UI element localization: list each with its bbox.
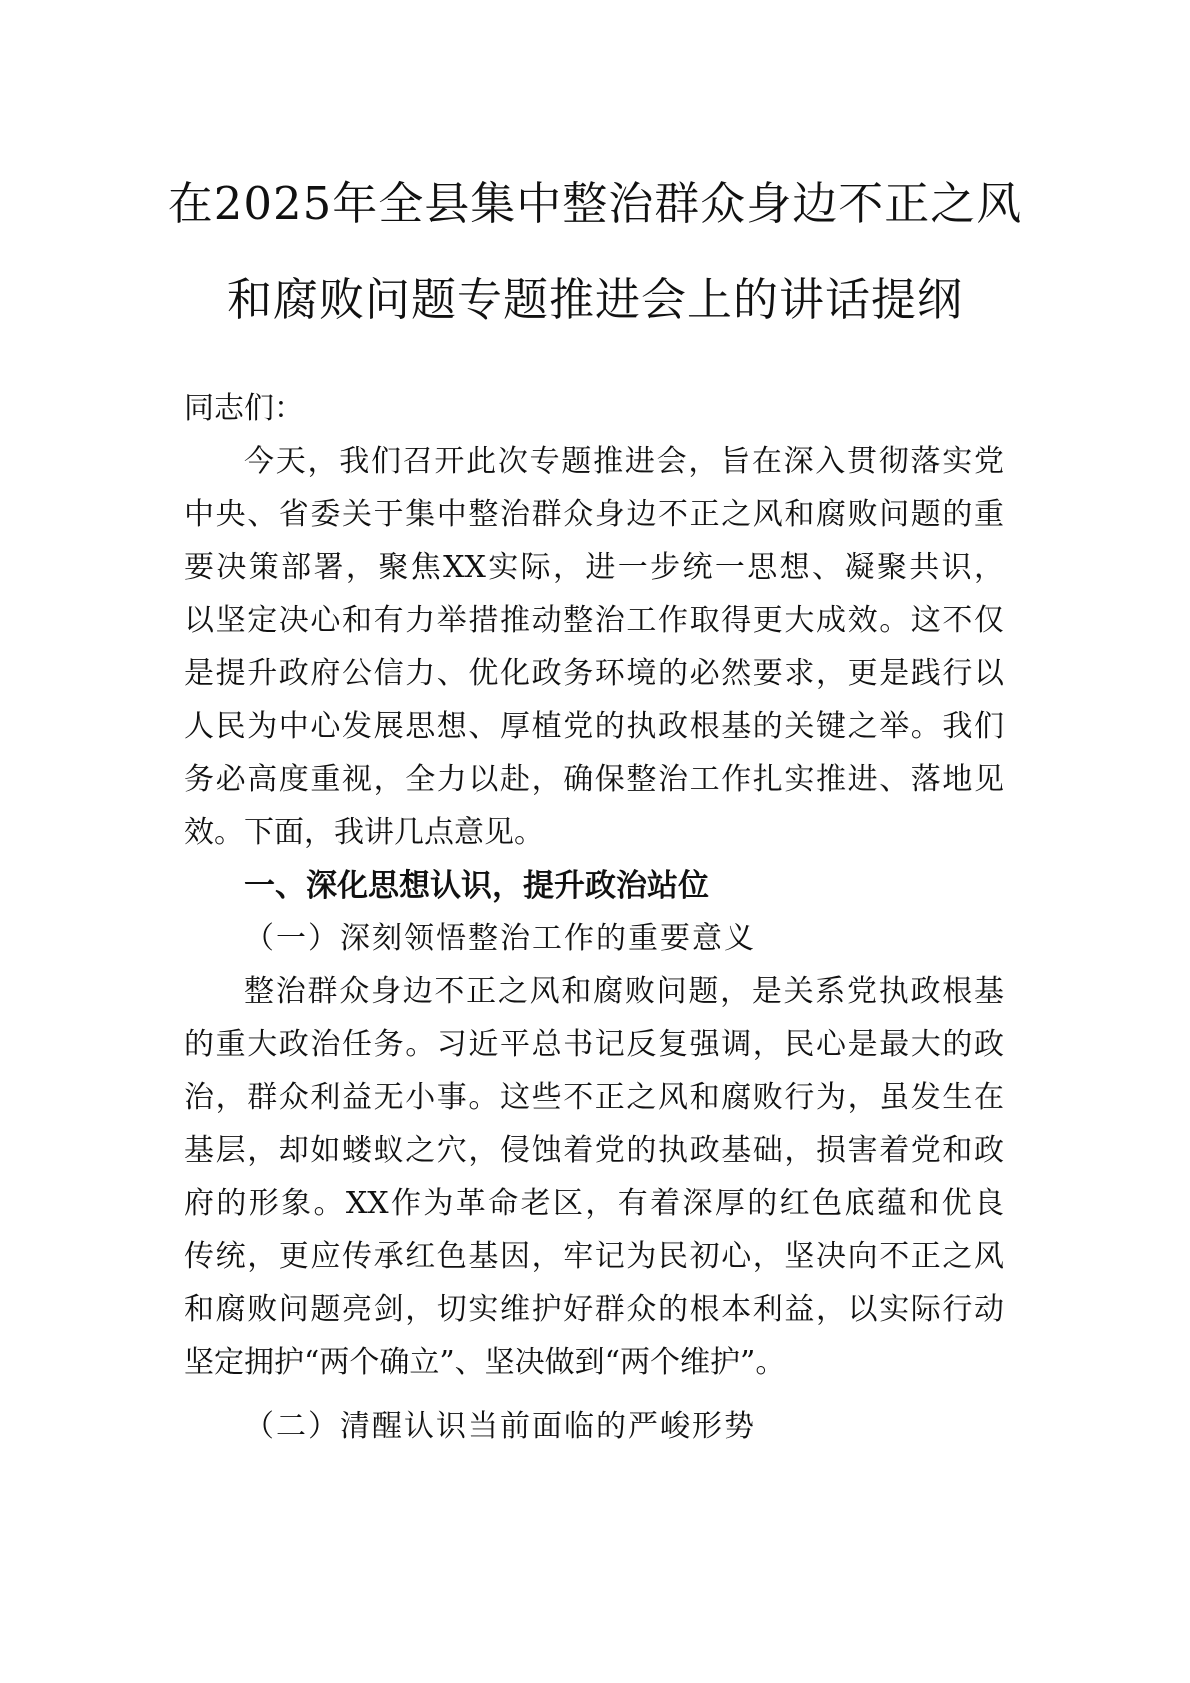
intro-paragraph-line: 人民为中心发展思想、厚植党的执政根基的关键之举。我们: [184, 709, 1004, 744]
intro-paragraph-line: 中央、省委关于集中整治群众身边不正之风和腐败问题的重: [184, 497, 1004, 532]
document-title-line-1: 在2025年全县集中整治群众身边不正之风: [167, 177, 1023, 230]
body-paragraph-line: 整治群众身边不正之风和腐败问题，是关系党执政根基: [244, 974, 1004, 1009]
document-title-line-2: 和腐败问题专题推进会上的讲话提纲: [226, 273, 963, 326]
intro-paragraph-line: 今天，我们召开此次专题推进会，旨在深入贯彻落实党: [244, 444, 1004, 479]
salutation: 同志们：: [184, 391, 304, 426]
subsection-heading: （一）深刻领悟整治工作的重要意义: [244, 921, 756, 956]
body-paragraph-line: 传统，更应传承红色基因，牢记为民初心，坚决向不正之风: [184, 1239, 1004, 1274]
body-paragraph-line: 和腐败问题亮剑，切实维护好群众的根本利益，以实际行动: [184, 1292, 1004, 1327]
body-paragraph-line: 府的形象。XX作为革命老区，有着深厚的红色底蕴和优良: [184, 1186, 1004, 1221]
intro-paragraph-line: 是提升政府公信力、优化政务环境的必然要求，更是践行以: [184, 656, 1004, 691]
intro-paragraph-line: 效。下面，我讲几点意见。: [184, 815, 544, 850]
intro-paragraph-line: 以坚定决心和有力举措推动整治工作取得更大成效。这不仅: [184, 603, 1004, 638]
intro-paragraph-line: 务必高度重视，全力以赴，确保整治工作扎实推进、落地见: [184, 762, 1004, 797]
body-paragraph-line: 治，群众利益无小事。这些不正之风和腐败行为，虽发生在: [184, 1080, 1004, 1115]
body-paragraph-line: 基层，却如蝼蚁之穴，侵蚀着党的执政基础，损害着党和政: [184, 1133, 1004, 1168]
body-paragraph-line: 坚定拥护“两个确立”、坚决做到“两个维护”。: [184, 1345, 786, 1380]
section-heading: 一、深化思想认识，提升政治站位: [244, 868, 709, 904]
body-paragraph-line: 的重大政治任务。习近平总书记反复强调，民心是最大的政: [184, 1027, 1004, 1062]
subsection-heading: （二）清醒认识当前面临的严峻形势: [244, 1409, 756, 1444]
intro-paragraph-line: 要决策部署，聚焦XX实际，进一步统一思想、凝聚共识，: [184, 550, 1004, 585]
